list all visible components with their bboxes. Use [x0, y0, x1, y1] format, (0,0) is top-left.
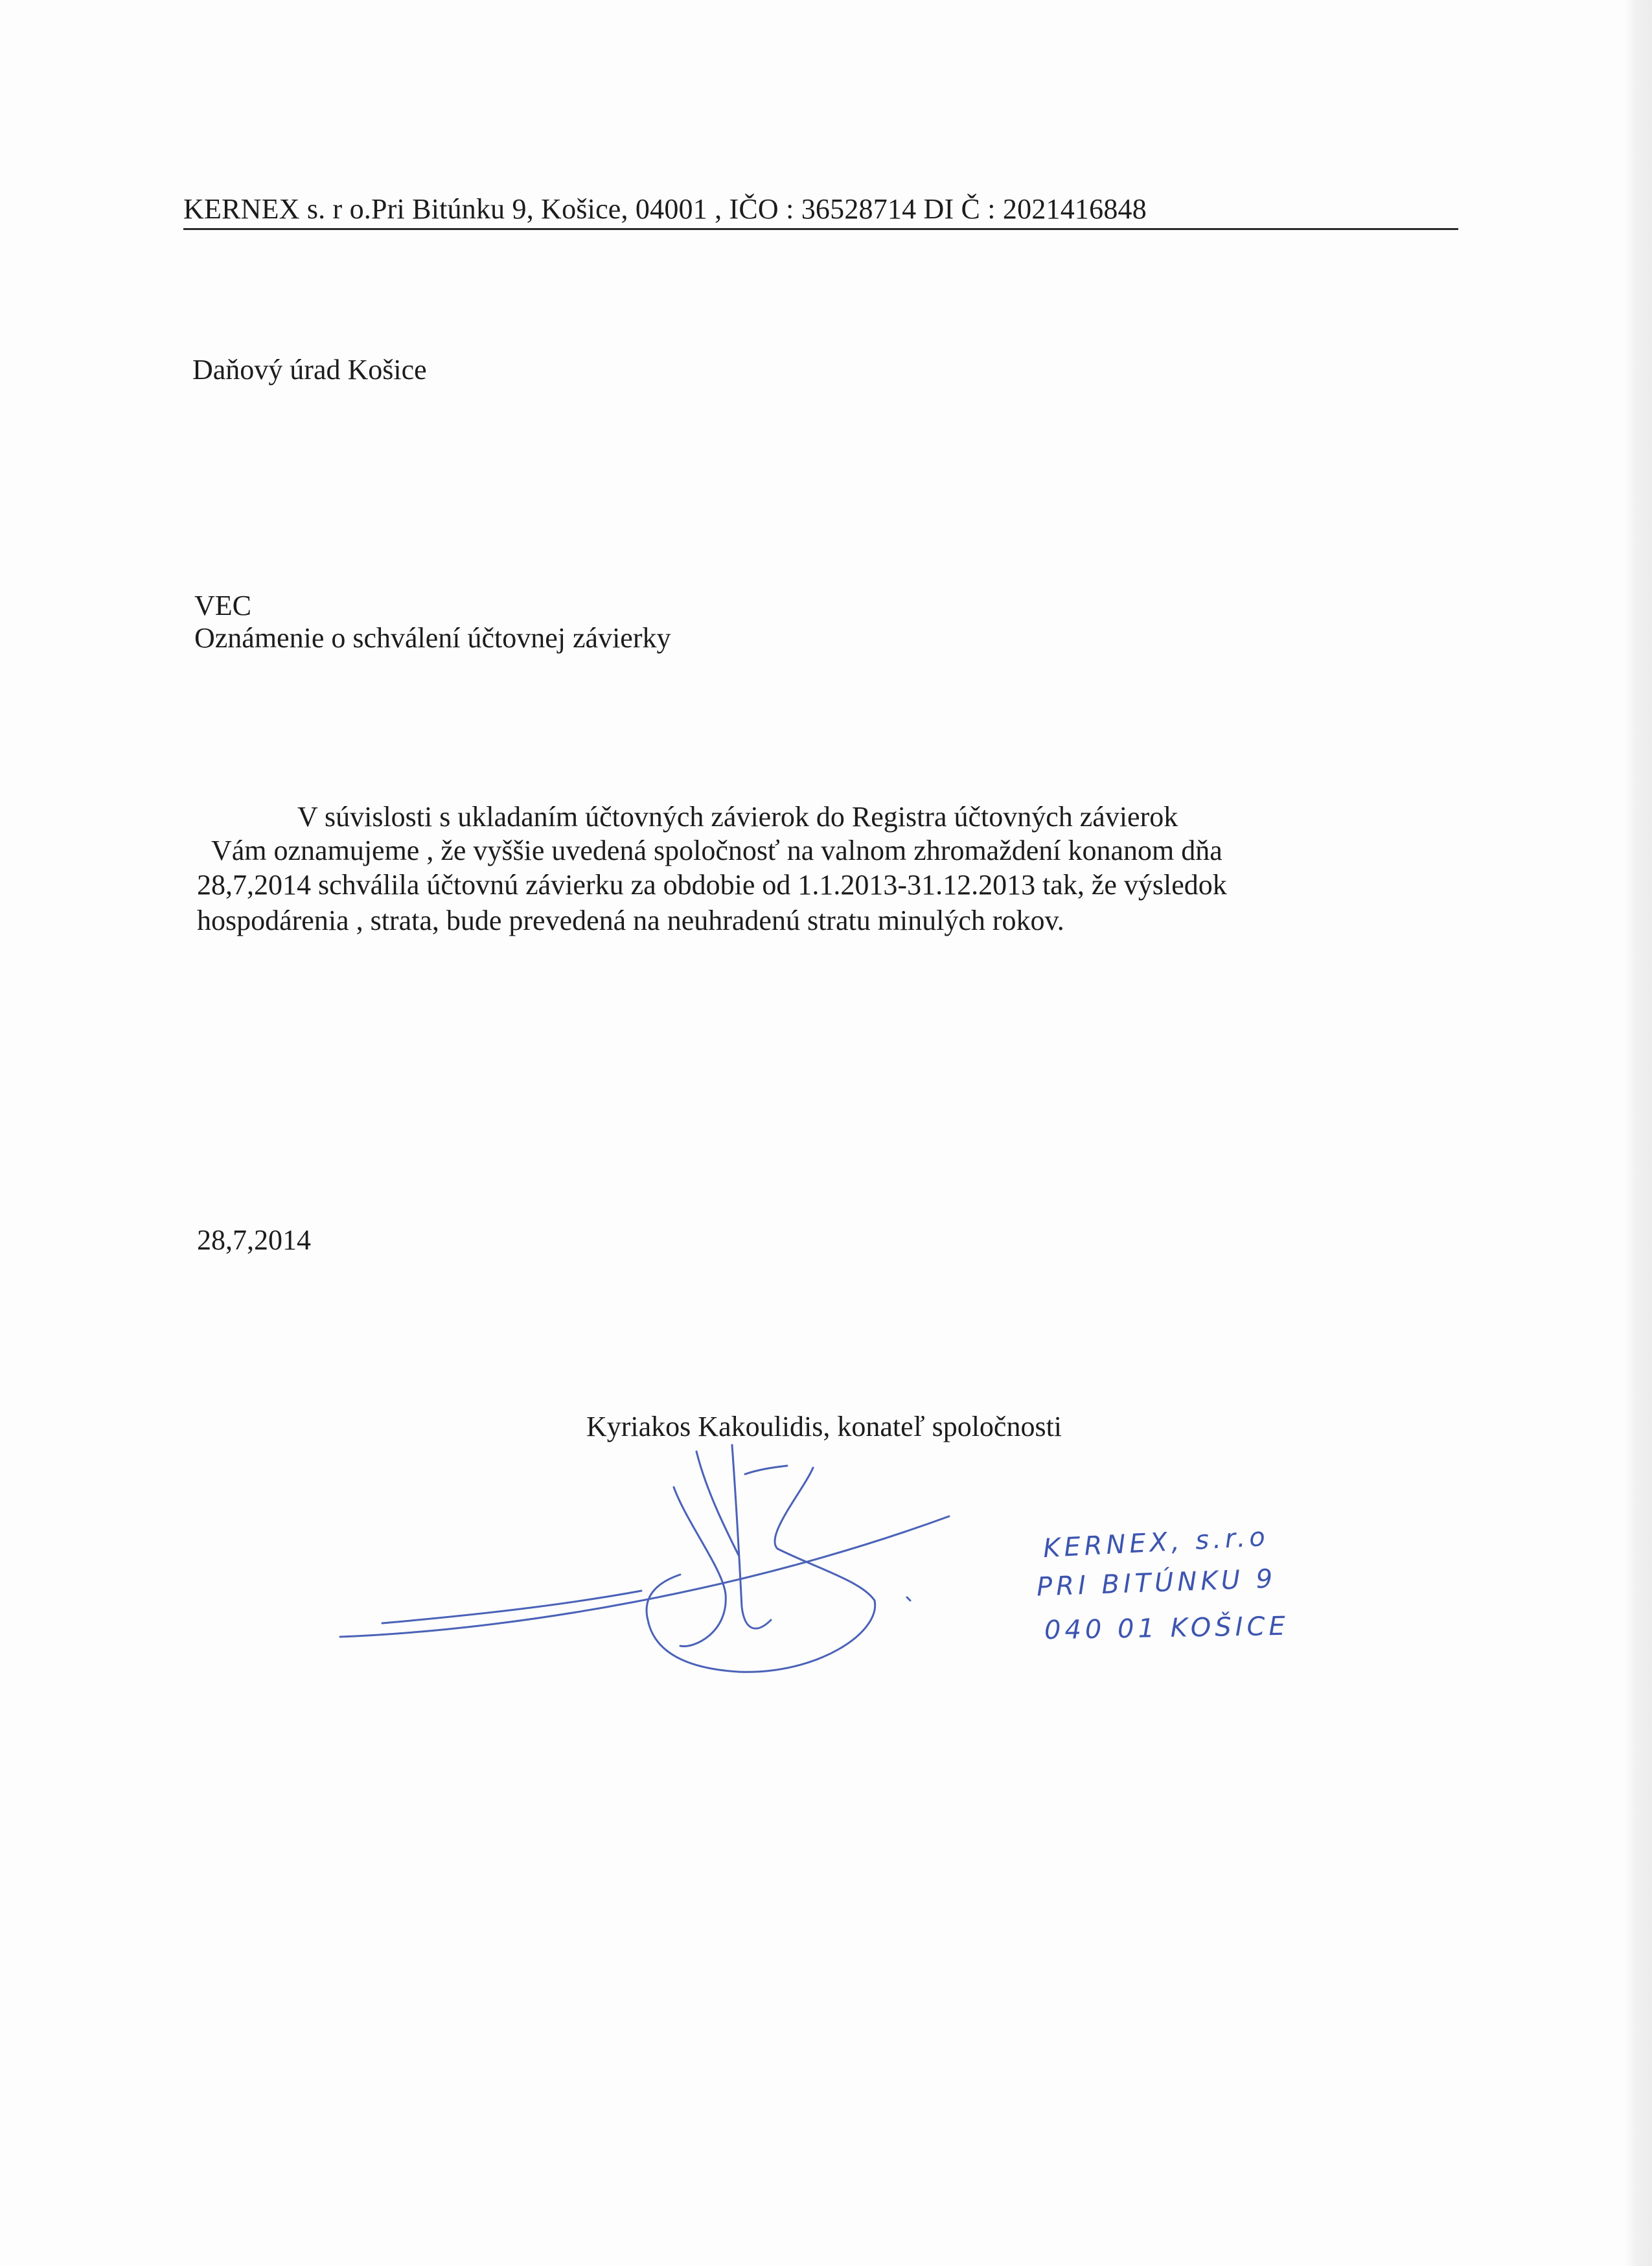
body-line-4: hospodárenia , strata, bude prevedená na neuhradenú stratu minulých rokov. — [197, 905, 1064, 936]
body-line-1: V súvislosti s ukladaním účtovných závierok do Registra účtovných závierok — [297, 801, 1178, 833]
handwritten-signature — [340, 1445, 949, 1672]
signatory-name: Kyriakos Kakoulidis, konateľ spoločnosti — [586, 1411, 1062, 1442]
scan-edge-shadow — [1625, 0, 1652, 2266]
header-divider — [183, 228, 1458, 230]
subject-title: Oznámenie o schválení účtovnej závierky — [194, 622, 671, 654]
stamp-line-city: 040 01 KOŠICE — [1044, 1611, 1290, 1646]
subject-label: VEC — [194, 590, 251, 621]
recipient-address: Daňový úrad Košice — [192, 354, 427, 386]
stamp-line-company: KERNEX, s.r.o — [1042, 1521, 1270, 1564]
stamp-line-street: PRI BITÚNKU 9 — [1036, 1564, 1277, 1602]
company-header: KERNEX s. r o.Pri Bitúnku 9, Košice, 04001 , IČO : 36528714 DI Č : 2021416848 — [183, 193, 1147, 225]
body-line-3: 28,7,2014 schválila účtovnú závierku za obdobie od 1.1.2013-31.12.2013 tak, že výsledok — [197, 869, 1227, 901]
document-date: 28,7,2014 — [197, 1224, 311, 1256]
body-line-2: Vám oznamujeme , že vyššie uvedená spoločnosť na valnom zhromaždení konanom dňa — [211, 835, 1222, 866]
